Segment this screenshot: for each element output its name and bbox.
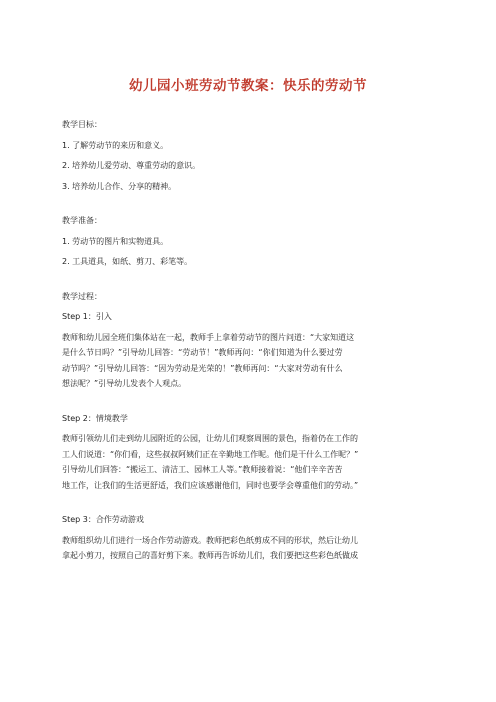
preparation-heading: 教学准备： (62, 216, 102, 225)
step-text-line: 引导幼儿们回答：“搬运工、清洁工、园林工人等。”教师接着说：“他们辛辛苦苦 (62, 465, 343, 474)
step-text-line: 想法呢？”引导幼儿发表个人观点。 (62, 379, 187, 388)
step-heading: Step 1：引入 (62, 312, 112, 321)
step-text-line: 地工作，让我们的生活更舒适，我们应该感谢他们，同时也要学会尊重他们的劳动。” (62, 480, 359, 490)
step-text-line: 教师和幼儿园全班们集体站在一起，教师手上拿着劳动节的图片问道：“大家知道这 (62, 332, 355, 342)
objective-item: 3. 培养幼儿合作、分享的精神。 (62, 181, 177, 191)
document-title: 幼儿园小班劳动节教案：快乐的劳动节 (129, 78, 367, 94)
process-heading: 教学过程： (62, 291, 102, 301)
step-text-line: 动节吗？”引导幼儿回答：“因为劳动是光荣的！”教师再问：“大家对劳动有什么 (62, 363, 343, 373)
step-text-line: 工人们说道：“你们看，这些叔叔阿姨们正在辛勤地工作呢。他们是干什么工作呢？” (62, 449, 359, 459)
step-heading: Step 3：合作劳动游戏 (62, 515, 144, 524)
step-text-line: 是什么节日吗？”引导幼儿回答：“劳动节！”教师再问：“你们知道为什么要过劳 (62, 348, 343, 357)
step-text-line: 教师组织幼儿们进行一场合作劳动游戏。教师把彩色纸剪成不同的形状，然后让幼儿 (62, 535, 358, 545)
objective-item: 2. 培养幼儿爱劳动、尊重劳动的意识。 (62, 161, 201, 170)
step-text-line: 拿起小剪刀，按照自己的喜好剪下来。教师再告诉幼儿们，我们要把这些彩色纸做成 (62, 551, 358, 560)
preparation-item: 2. 工具道具，如纸、剪刀、彩笔等。 (62, 257, 193, 266)
step-heading: Step 2：情境教学 (62, 413, 128, 423)
step-text-line: 教师引领幼儿们走到幼儿园附近的公园，让幼儿们观察周围的景色，指着仍在工作的 (62, 434, 358, 443)
objectives-heading: 教学目标： (62, 120, 102, 129)
objective-item: 1. 了解劳动节的来历和意义。 (62, 140, 169, 150)
preparation-item: 1. 劳动节的图片和实物道具。 (62, 236, 169, 246)
document-body (62, 117, 432, 564)
